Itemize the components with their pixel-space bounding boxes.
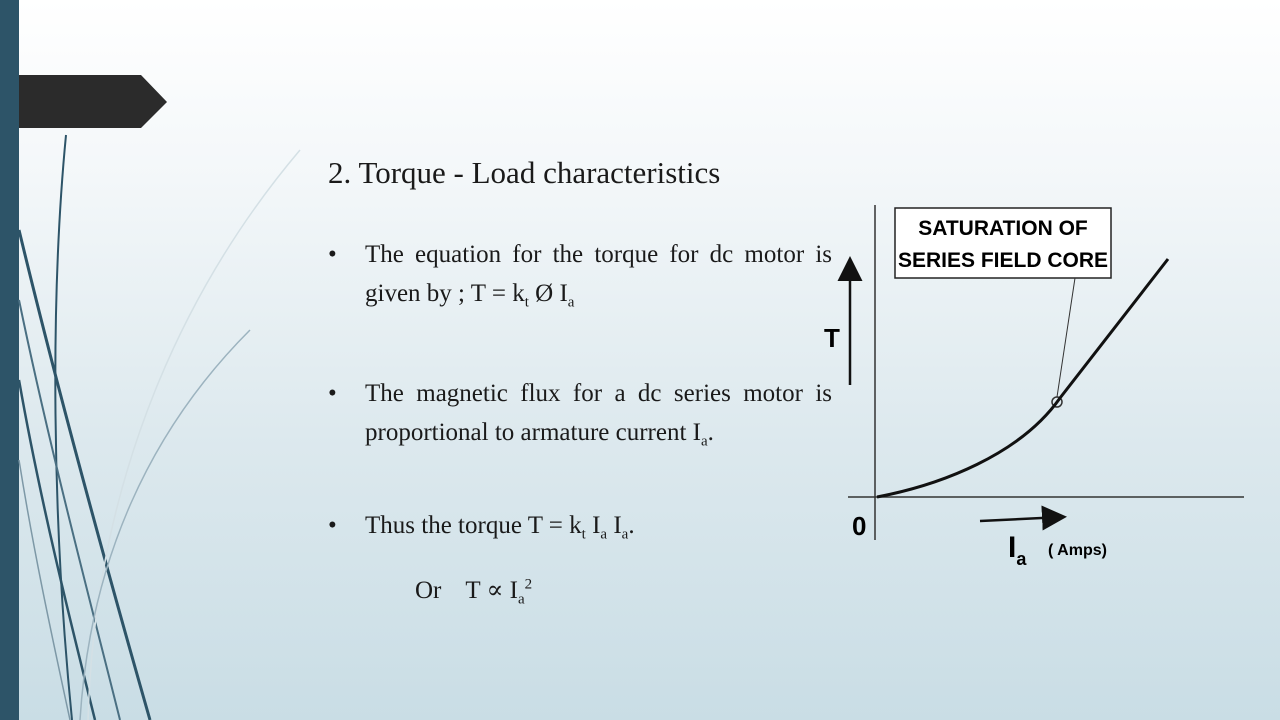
callout-line-2: SERIES FIELD CORE: [897, 249, 1109, 272]
bullet-list: [328, 235, 832, 554]
bullet-torque-equation: • The equation for the torque for dc motor is given by ; $T = k_t$ Ø $I_a$: [328, 235, 832, 322]
torque-current-curve: [877, 259, 1168, 497]
x-axis-label: $I_a$: [1008, 531, 1027, 569]
formula-lhs: T ∝ I: [465, 577, 518, 604]
header-tab-shape: [19, 75, 169, 129]
slide-title: 2. Torque - Load characteristics: [328, 155, 721, 190]
torque-current-graph: [824, 195, 1250, 575]
origin-label: 0: [852, 511, 867, 541]
y-axis-label: T: [824, 323, 840, 353]
current-arrow: [980, 517, 1062, 521]
formula-or: Or: [415, 577, 442, 604]
callout-line-1: SATURATION OF: [918, 217, 1088, 240]
bullet-magnetic-flux: • The magnetic flux for a dc series motor is proportional to armature current $I_a$.: [328, 374, 832, 461]
x-axis-unit: ( Amps): [1048, 542, 1107, 559]
bullet-torque-result: • Thus the torque $T = k_t$ $I_a$ $I_a$.: [328, 506, 832, 554]
callout-pointer: [1057, 278, 1075, 397]
proportionality-formula: Or $T \propto I_a^2$: [415, 576, 533, 608]
